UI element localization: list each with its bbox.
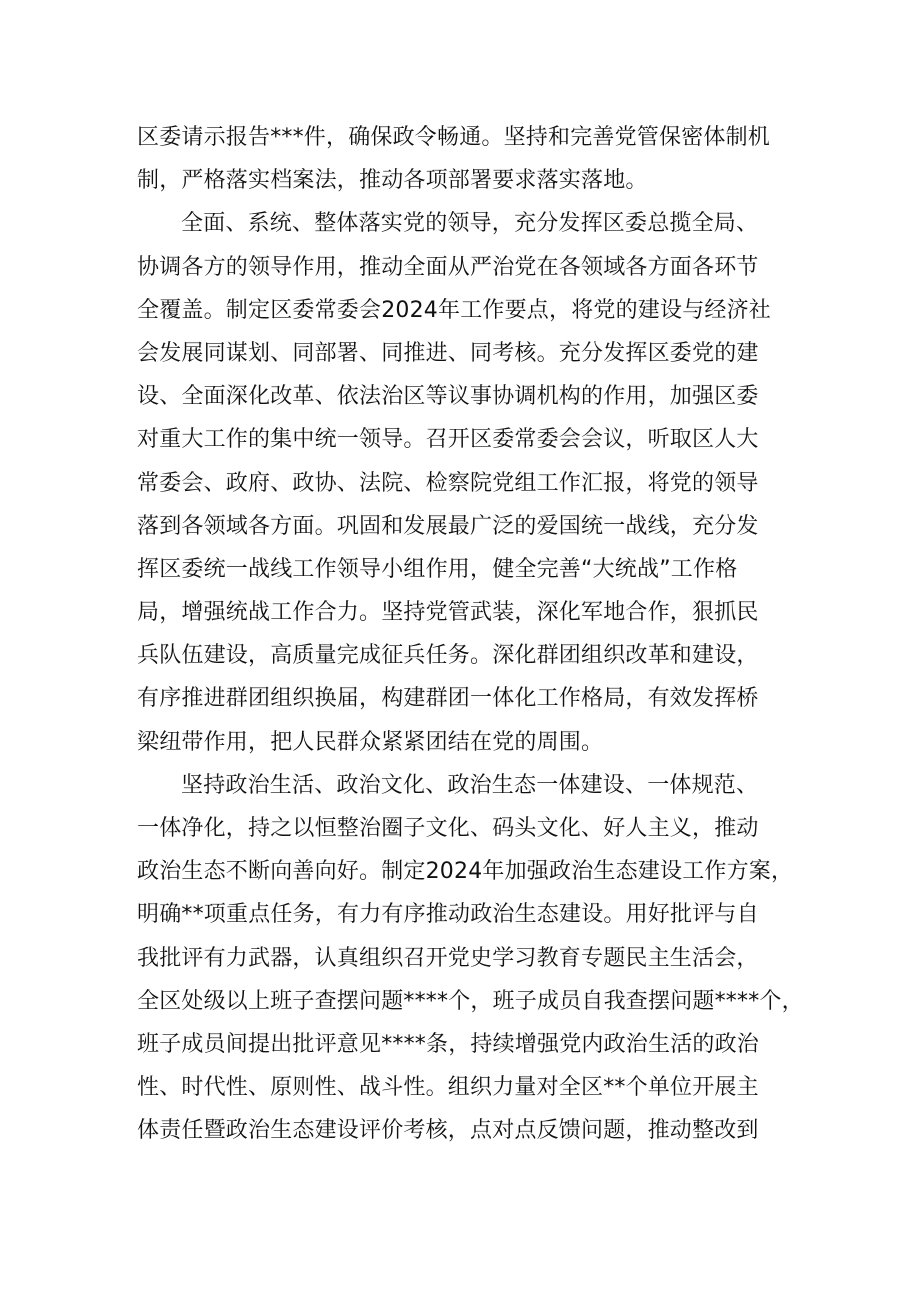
text-line: 我批评有力武器，认真组织召开党史学习教育专题民主生活会，: [137, 945, 759, 971]
text-line: 局，增强统战工作合力。坚持党管武装，深化军地合作，狠抓民: [137, 600, 759, 626]
text-line: 设、全面深化改革、依法治区等议事协调机构的作用，加强区委: [137, 384, 759, 410]
text-line: 体责任暨政治生态建设评价考核，点对点反馈问题，推动整改到: [137, 1118, 759, 1144]
text-line: 有序推进群团组织换届，构建群团一体化工作格局，有效发挥桥: [137, 686, 759, 712]
paragraph-2: [137, 202, 785, 763]
text-line: 班子成员间提出批评意见****条，持续增强党内政治生活的政治: [137, 1031, 760, 1057]
document-body: [137, 116, 804, 1153]
paragraph-3: [137, 764, 804, 1153]
paragraph-1: [137, 116, 785, 202]
text-line: 挥区委统一战线工作领导小组作用，健全完善“大统战”工作格: [137, 556, 738, 582]
text-line: 制，严格落实档案法，推动各项部署要求落实落地。: [137, 168, 648, 194]
text-line: 一体净化，持之以恒整治圈子文化、码头文化、好人主义，推动: [137, 816, 759, 841]
text-line: 坚持政治生活、政治文化、政治生态一体建设、一体规范、: [181, 772, 759, 798]
text-line: 区委请示报告***件，确保政令畅通。坚持和完善党管保密体制机: [137, 125, 771, 150]
text-line: 协调各方的领导作用，推动全面从严治党在各领域各方面各环节: [137, 254, 759, 280]
text-line: 会发展同谋划、同部署、同推进、同考核。充分发挥区委党的建: [137, 340, 759, 366]
text-line: 全面、系统、整体落实党的领导，充分发挥区委总揽全局、: [181, 211, 759, 237]
text-line: 落到各领域各方面。巩固和发展最广泛的爱国统一战线，充分发: [137, 513, 759, 539]
text-line: 对重大工作的集中统一领导。召开区委常委会会议，听取区人大: [137, 427, 759, 453]
text-line: 明确**项重点任务，有力有序推动政治生态建设。用好批评与自: [137, 902, 759, 928]
text-line: 常委会、政府、政协、法院、检察院党组工作汇报，将党的领导: [137, 470, 759, 496]
text-line: 政治生态不断向善向好。制定2024年加强政治生态建设工作方案，: [137, 859, 794, 885]
text-line: 全覆盖。制定区委常委会2024年工作要点，将党的建设与经济社: [137, 297, 771, 323]
text-line: 全区处级以上班子查摆问题****个，班子成员自我查摆问题****个，: [137, 988, 804, 1014]
text-line: 兵队伍建设，高质量完成征兵任务。深化群团组织改革和建设，: [137, 643, 759, 669]
text-line: 梁纽带作用，把人民群众紧紧团结在党的周围。: [137, 729, 604, 755]
text-line: 性、时代性、原则性、战斗性。组织力量对全区**个单位开展主: [137, 1075, 759, 1101]
